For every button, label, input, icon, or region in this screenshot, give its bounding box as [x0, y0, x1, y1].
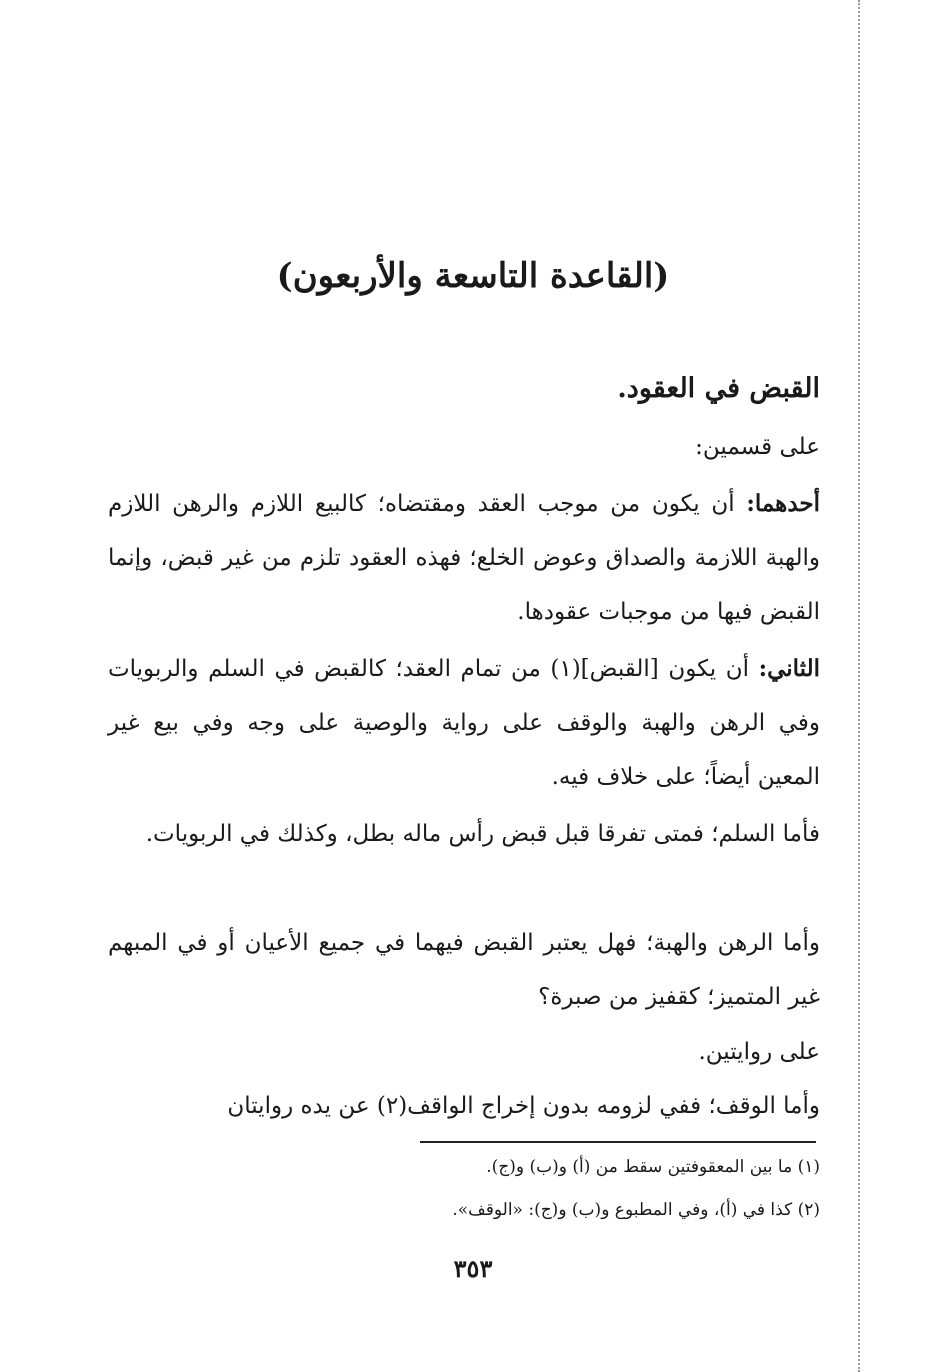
page-edge-dotted-line [858, 0, 860, 1372]
intro-line: على قسمين: [695, 434, 820, 460]
footnote-separator [420, 1141, 816, 1143]
second-type-lead: الثاني: [758, 655, 820, 682]
paragraph-waqf: وأما الوقف؛ ففي لزومه بدون إخراج الواقف(٢) عن يده روايتان [227, 1093, 820, 1119]
chapter-title: (القاعدة التاسعة والأربعون) [276, 256, 670, 296]
first-type-lead: أحدهما: [746, 490, 820, 517]
paragraph-salam: فأما السلم؛ فمتى تفرقا قبل قبض رأس ماله بطل، وكذلك في الربويات. [145, 821, 820, 847]
section-subtitle: القبض في العقود. [617, 373, 820, 404]
paragraph-rahn-hiba: وأما الرهن والهبة؛ فهل يعتبر القبض فيهما في جميع الأعيان أو في المبهم غير المتميز؛ كقفيز من صبرة؟ [108, 930, 820, 1010]
footnote-2: (٢) كذا في (أ)، وفي المطبوع و(ب) و(ج): «الوقف». [452, 1200, 820, 1220]
paragraph-two-narrations: على روايتين. [698, 1039, 820, 1065]
page-number: ٣٥٣ [453, 1254, 493, 1283]
paragraph-second-type [108, 642, 820, 804]
paragraph-first-type [108, 477, 820, 639]
first-type-text: أن يكون من موجب العقد ومقتضاه؛ كالبيع اللازم والرهن اللازم والهبة اللازمة والصداق وعوض الخلع؛ فهذه العقود تلزم من غير قبض، وإنما القبض فيها من موجبات عقودها. [108, 491, 820, 625]
second-type-text: أن يكون [القبض](١) من تمام العقد؛ كالقبض في السلم والربويات وفي الرهن والهبة والوقف على رواية والوصية على وجه وفي بيع غير المعين أيضاً؛ على خلاف فيه. [108, 656, 820, 790]
footnote-1: (١) ما بين المعقوفتين سقط من (أ) و(ب) و(ج). [486, 1157, 820, 1177]
